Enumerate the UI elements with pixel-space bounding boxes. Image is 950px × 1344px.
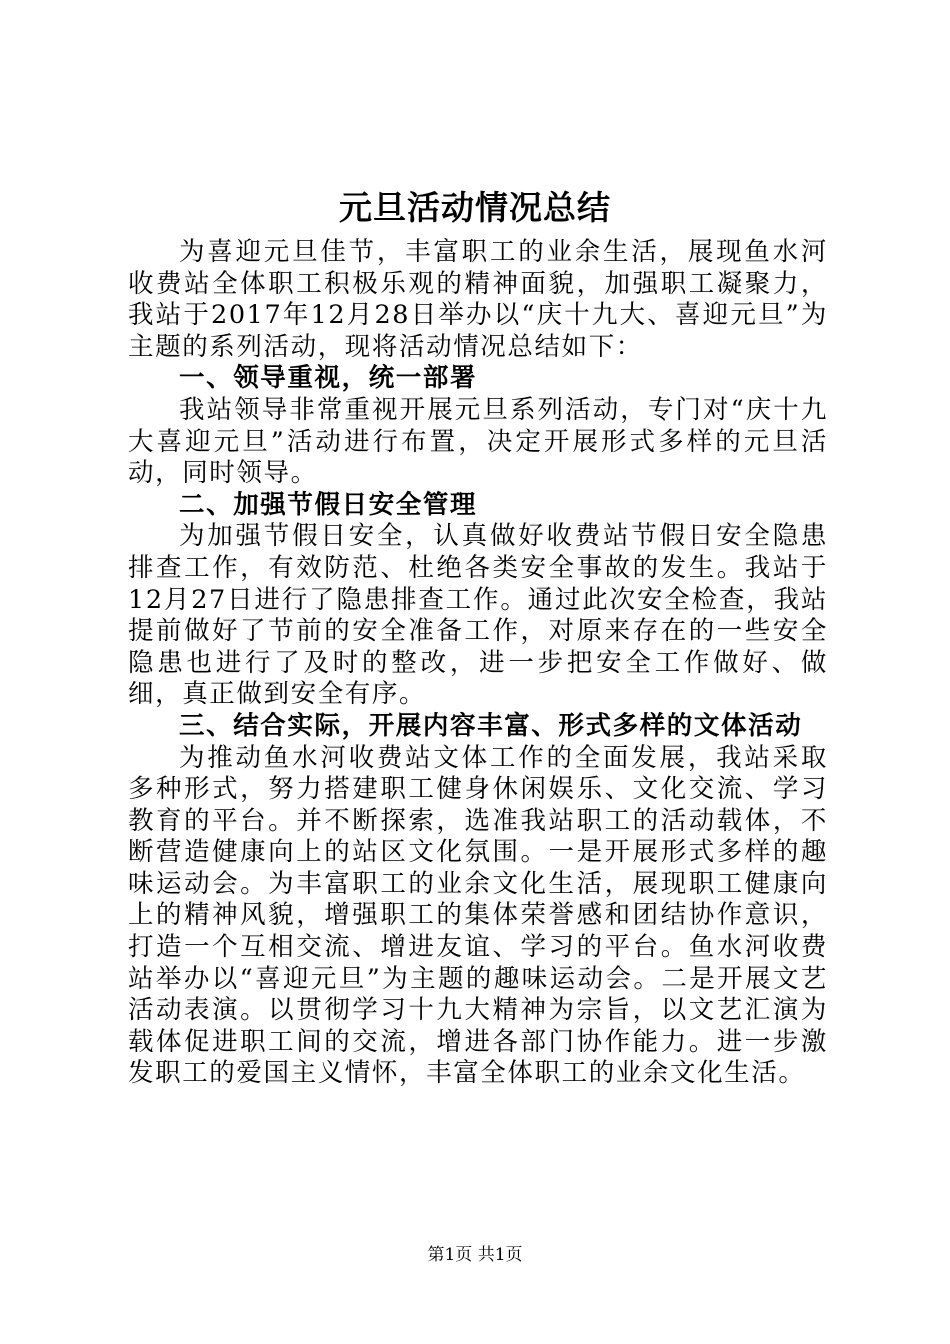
section-body-3: 为推动鱼水河收费站文体工作的全面发展，我站采取多种形式，努力搭建职工健身休闲娱乐、文化交流、学习教育的平台。并不断探索，选准我站职工的活动载体，不断营造健康向上的站区文化氛围。一是开展形式多样的趣味运动会。为丰富职工的业余文化生活，展现职工健康向上的精神风貌，增强职工的集体荣誉感和团结协作意识，打造一个互相交流、增进友谊、学习的平台。鱼水河收费站举办以“喜迎元旦”为主题的趣味运动会。二是开展文艺活动表演。以贯彻学习十九大精神为宗旨，以文艺汇演为载体促进职工间的交流，增进各部门协作能力。进一步激发职工的爱国主义情怀，丰富全体职工的业余文化生活。 — [128, 742, 828, 1089]
section-heading-3: 三、结合实际，开展内容丰富、形式多样的文体活动 — [179, 710, 803, 741]
page-number-footer: 第1页 共1页 — [427, 1245, 523, 1265]
section-body-1: 我站领导非常重视开展元旦系列活动，专门对“庆十九大喜迎元旦”活动进行布置，决定开展形式多样的元旦活动，同时领导。 — [128, 394, 828, 489]
intro-paragraph: 为喜迎元旦佳节，丰富职工的业余生活，展现鱼水河收费站全体职工积极乐观的精神面貌，加强职工凝聚力，我站于2017年12月28日举办以“庆十九大、喜迎元旦”为主题的系列活动，现将活动情况总结如下： — [128, 237, 828, 362]
section-body-2: 为加强节假日安全，认真做好收费站节假日安全隐患排查工作，有效防范、杜绝各类安全事故的发生。我站于12月27日进行了隐患排查工作。通过此次安全检查，我站提前做好了节前的安全准备工作，对原来存在的一些安全隐患也进行了及时的整改，进一步把安全工作做好、做细，真正做到安全有序。 — [128, 521, 828, 710]
document-title: 元旦活动情况总结 — [339, 188, 611, 227]
document-body — [128, 237, 828, 1090]
section-heading-2: 二、加强节假日安全管理 — [179, 489, 478, 520]
section-heading-1: 一、领导重视，统一部署 — [179, 363, 478, 394]
